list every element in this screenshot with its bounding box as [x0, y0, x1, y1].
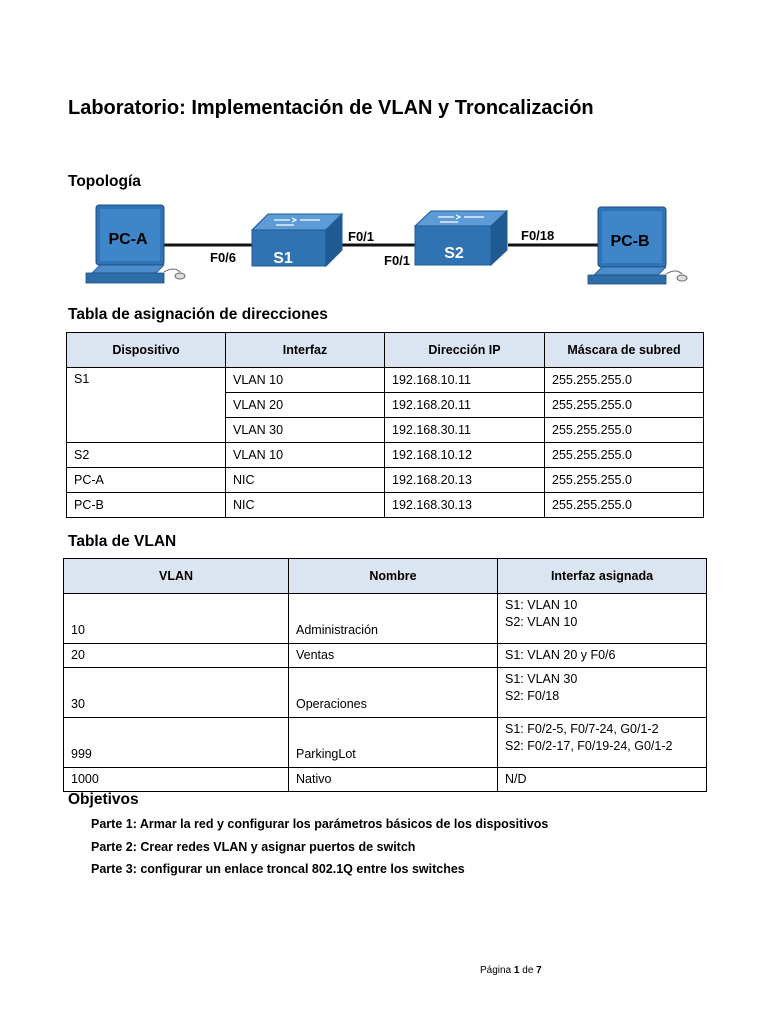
ip-cell: 192.168.10.11 — [385, 368, 545, 393]
interface-cell: VLAN 20 — [226, 393, 385, 418]
column-header: Máscara de subred — [545, 333, 704, 368]
address-table — [66, 332, 704, 518]
vlan-name-cell: Ventas — [289, 644, 498, 668]
objective-item: Parte 2: Crear redes VLAN y asignar puertos de switch — [91, 839, 416, 854]
table-row — [64, 718, 707, 768]
topology-heading: Topología — [68, 173, 141, 190]
device-cell: S2 — [67, 443, 226, 468]
interface-line: S2: F0/2-17, F0/19-24, G0/1-2 — [505, 739, 673, 753]
s1-switch-icon — [252, 214, 342, 266]
column-header: Interfaz asignada — [498, 559, 707, 594]
table-row — [64, 768, 707, 792]
footer-page-number: 1 — [513, 965, 520, 976]
table-header-row — [64, 559, 707, 594]
column-header: Dirección IP — [385, 333, 545, 368]
vlan-id-cell: 999 — [64, 718, 289, 768]
objectives-list — [91, 816, 548, 884]
device-cell: PC-B — [67, 493, 226, 518]
port-label-s2-f018: F0/18 — [521, 228, 555, 243]
ip-cell: 192.168.10.12 — [385, 443, 545, 468]
interface-cell: VLAN 10 — [226, 443, 385, 468]
interface-line: N/D — [505, 772, 527, 786]
vlan-interfaces-cell — [498, 644, 707, 668]
pc-a-label: PC-A — [108, 231, 148, 248]
s1-label: S1 — [273, 250, 293, 267]
column-header: Dispositivo — [67, 333, 226, 368]
interface-cell: VLAN 30 — [226, 418, 385, 443]
vlan-name-cell: ParkingLot — [289, 718, 498, 768]
footer-middle: de — [519, 965, 537, 976]
topology-diagram — [60, 200, 700, 292]
objectives-heading: Objetivos — [68, 791, 139, 808]
column-header: Interfaz — [226, 333, 385, 368]
mask-cell: 255.255.255.0 — [545, 418, 704, 443]
column-header: Nombre — [289, 559, 498, 594]
device-cell: S1 — [67, 368, 226, 443]
interface-line: S1: VLAN 30 — [505, 672, 578, 686]
mask-cell: 255.255.255.0 — [545, 443, 704, 468]
vlan-interfaces-cell — [498, 768, 707, 792]
ip-cell: 192.168.30.11 — [385, 418, 545, 443]
table-row — [64, 644, 707, 668]
device-cell: PC-A — [67, 468, 226, 493]
port-label-s1-f01: F0/1 — [348, 229, 375, 244]
interface-line: S1: VLAN 10 — [505, 598, 578, 612]
table-row — [67, 368, 704, 393]
vlan-table — [63, 558, 707, 792]
s2-label: S2 — [444, 245, 464, 262]
mask-cell: 255.255.255.0 — [545, 493, 704, 518]
table-row — [67, 468, 704, 493]
vlan-name-cell: Administración — [289, 594, 498, 644]
port-label-s2-f01: F0/1 — [384, 253, 411, 268]
column-header: VLAN — [64, 559, 289, 594]
vlan-interfaces-cell — [498, 594, 707, 644]
table-header-row — [67, 333, 704, 368]
page-title: Laboratorio: Implementación de VLAN y Troncalización — [68, 97, 594, 119]
ip-cell: 192.168.20.13 — [385, 468, 545, 493]
footer-total-pages: 7 — [536, 965, 542, 976]
pc-b-label: PC-B — [610, 233, 650, 250]
ip-cell: 192.168.20.11 — [385, 393, 545, 418]
objective-item: Parte 3: configurar un enlace troncal 802.1Q entre los switches — [91, 862, 465, 876]
mask-cell: 255.255.255.0 — [545, 393, 704, 418]
footer-prefix: Página — [480, 965, 514, 976]
table-row — [64, 594, 707, 644]
vlan-name-cell: Nativo — [289, 768, 498, 792]
vlan-interfaces-cell — [498, 668, 707, 718]
vlan-id-cell: 30 — [64, 668, 289, 718]
table-row — [64, 668, 707, 718]
port-label-s1-f06: F0/6 — [210, 250, 237, 265]
interface-line: S2: F0/18 — [505, 689, 560, 703]
interface-cell: NIC — [226, 468, 385, 493]
page-footer — [480, 965, 542, 976]
vlan-id-cell: 1000 — [64, 768, 289, 792]
vlan-name-cell: Operaciones — [289, 668, 498, 718]
table-row — [67, 443, 704, 468]
interface-line: S2: VLAN 10 — [505, 615, 578, 629]
table-row — [67, 493, 704, 518]
interface-cell: VLAN 10 — [226, 368, 385, 393]
objective-item: Parte 1: Armar la red y configurar los parámetros básicos de los dispositivos — [91, 817, 549, 831]
vlan-table-heading: Tabla de VLAN — [68, 533, 177, 550]
mask-cell: 255.255.255.0 — [545, 368, 704, 393]
interface-cell: NIC — [226, 493, 385, 518]
interface-line: S1: VLAN 20 y F0/6 — [505, 648, 616, 662]
vlan-id-cell: 20 — [64, 644, 289, 668]
mask-cell: 255.255.255.0 — [545, 468, 704, 493]
ip-cell: 192.168.30.13 — [385, 493, 545, 518]
vlan-interfaces-cell — [498, 718, 707, 768]
interface-line: S1: F0/2-5, F0/7-24, G0/1-2 — [505, 722, 659, 736]
address-table-heading: Tabla de asignación de direcciones — [68, 306, 328, 323]
vlan-id-cell: 10 — [64, 594, 289, 644]
